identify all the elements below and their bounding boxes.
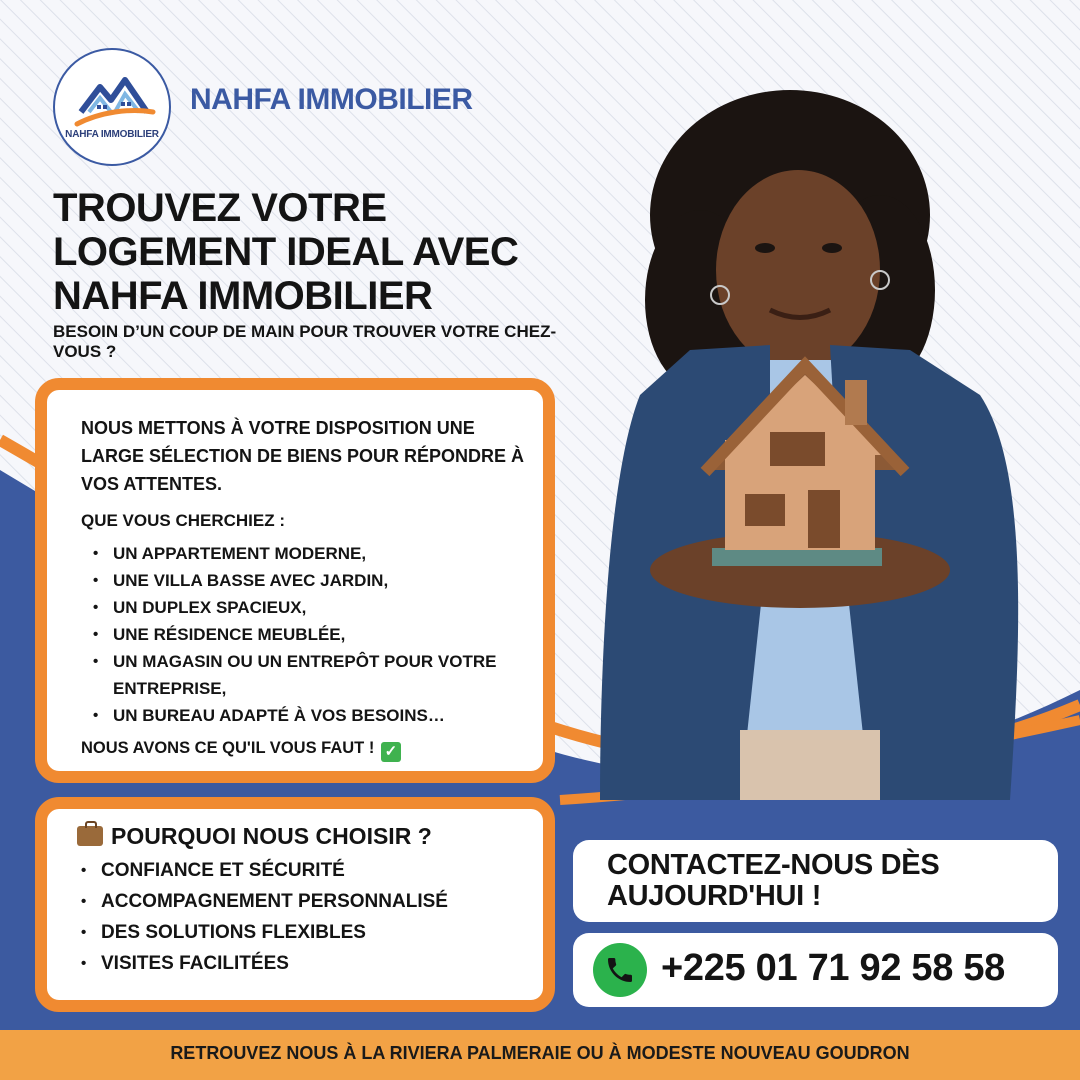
contact-title: [607, 850, 939, 912]
contact-title-line-1: CONTACTEZ-NOUS DÈS: [607, 849, 940, 881]
logo-text: NAHFA IMMOBILIER: [65, 129, 159, 140]
contact-title-line-2: AUJOURD'HUI !: [607, 880, 822, 912]
why-choose-panel: [35, 797, 555, 1012]
list-item: • UNE RÉSIDENCE MEUBLÉE,: [81, 621, 541, 648]
list-item: • VISITES FACILITÉES: [77, 948, 547, 979]
why-title-line: [77, 821, 547, 851]
headline: [53, 186, 613, 318]
benefits-list: [77, 855, 547, 979]
offer-panel: [35, 378, 555, 783]
offer-lead: QUE VOUS CHERCHIEZ :: [81, 511, 286, 530]
list-item: • UN BUREAU ADAPTÉ À VOS BESOINS…: [81, 702, 541, 729]
list-item: • DES SOLUTIONS FLEXIBLES: [77, 917, 547, 948]
offer-intro: NOUS METTONS À VOTRE DISPOSITION UNE LARGE SÉLECTION DE BIENS POUR RÉPONDRE À VOS ATTENTES.: [81, 418, 525, 494]
list-item: • UN APPARTEMENT MODERNE,: [81, 540, 541, 567]
phone-contact[interactable]: [573, 933, 1058, 1007]
phone-number[interactable]: +225 01 71 92 58 58: [661, 947, 1006, 989]
footer-bar: [0, 1030, 1080, 1080]
contact-callout: [573, 840, 1058, 922]
subtitle: BESOIN D’UN COUP DE MAIN POUR TROUVER VOTRE CHEZ-VOUS ?: [53, 322, 557, 361]
brand-logo: [53, 48, 171, 166]
brand-name: NAHFA IMMOBILIER: [190, 83, 473, 116]
property-type-list: [81, 540, 541, 729]
phone-icon: [593, 943, 647, 997]
footer-address: RETROUVEZ NOUS À LA RIVIERA PALMERAIE OU À MODESTE NOUVEAU GOUDRON: [170, 1043, 910, 1063]
offer-closing: NOUS AVONS CE QU'IL VOUS FAUT !: [81, 739, 375, 757]
house-roof-icon: [55, 50, 169, 164]
list-item: • UNE VILLA BASSE AVEC JARDIN,: [81, 567, 541, 594]
headline-line-3: NAHFA IMMOBILIER: [53, 274, 433, 318]
why-title: POURQUOI NOUS CHOISIR ?: [111, 823, 432, 849]
list-item: • UN DUPLEX SPACIEUX,: [81, 594, 541, 621]
list-item: • CONFIANCE ET SÉCURITÉ: [77, 855, 547, 886]
list-item: • ACCOMPAGNEMENT PERSONNALISÉ: [77, 886, 547, 917]
check-mark-icon: ✓: [381, 742, 401, 762]
headline-line-2: LOGEMENT IDEAL AVEC: [53, 230, 519, 274]
offer-closing-line: [81, 735, 541, 762]
briefcase-icon: [77, 826, 103, 846]
list-item: • UN MAGASIN OU UN ENTREPÔT POUR VOTRE ENTREPRISE,: [81, 648, 541, 702]
headline-line-1: TROUVEZ VOTRE: [53, 186, 387, 230]
